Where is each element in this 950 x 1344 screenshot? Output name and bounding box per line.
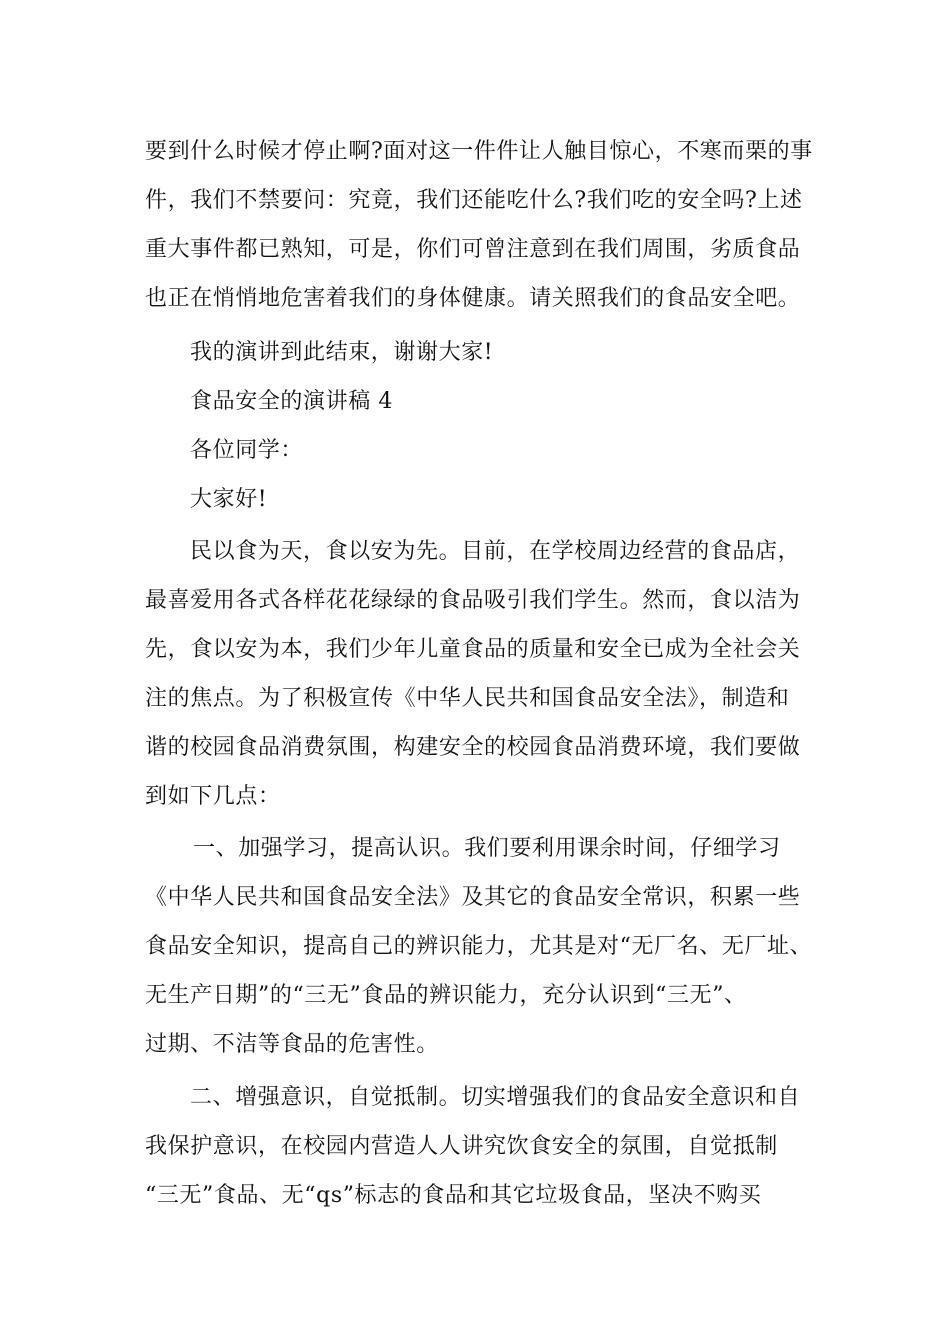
salutation: 各位同学： [190, 438, 304, 463]
closing-line: 我的演讲到此结束，谢谢大家! [190, 340, 494, 365]
text-line: 件，我们不禁要问：究竟，我们还能吃什么?我们吃的安全吗?上述 [145, 188, 803, 213]
text-line: 无生产日期”的“三无”食品的辨识能力，充分认识到“三无”、 [145, 983, 747, 1008]
text-line: 《中华人民共和国食品安全法》及其它的食品安全常识，积累一些 [145, 885, 801, 910]
text-line: 民以食为天，食以安为先。目前，在学校周边经营的食品店， [190, 539, 801, 564]
text-line: 我保护意识，在校园内营造人人讲究饮食安全的氛围，自觉抵制 [145, 1134, 778, 1159]
text-line: “三无”食品、无“qs”标志的食品和其它垃圾食品，坚决不购买 [145, 1183, 762, 1208]
text-line: 也正在悄悄地危害着我们的身体健康。请关照我们的食品安全吧。 [145, 286, 801, 311]
text-line: 一、加强学习，提高认识。我们要利用课余时间，仔细学习 [193, 836, 781, 861]
greeting: 大家好! [190, 487, 268, 512]
text-line: 要到什么时候才停止啊?面对这一件件让人触目惊心，不寒而栗的事 [145, 139, 813, 164]
text-line: 注的焦点。为了积极宣传《中华人民共和国食品安全法》，制造和 [145, 686, 790, 711]
text-line: 先，食以安为本，我们少年儿童食品的质量和安全已成为全社会关 [145, 637, 801, 662]
text-line: 过期、不洁等食品的危害性。 [145, 1032, 439, 1057]
text-line: 食品安全知识，提高自己的辨识能力，尤其是对“无厂名、无厂址、 [145, 934, 813, 959]
text-line: 谐的校园食品消费氛围，构建安全的校园食品消费环境，我们要做 [145, 735, 801, 760]
text-line: 最喜爱用各式各样花花绿绿的食品吸引我们学生。然而，食以洁为 [145, 588, 801, 613]
text-line: 二、增强意识，自觉抵制。切实增强我们的食品安全意识和自 [190, 1085, 801, 1110]
text-line: 重大事件都已熟知，可是，你们可曾注意到在我们周围，劣质食品 [145, 237, 801, 262]
text-line: 到如下几点： [145, 784, 281, 809]
section-title: 食品安全的演讲稿 4 [190, 389, 393, 414]
